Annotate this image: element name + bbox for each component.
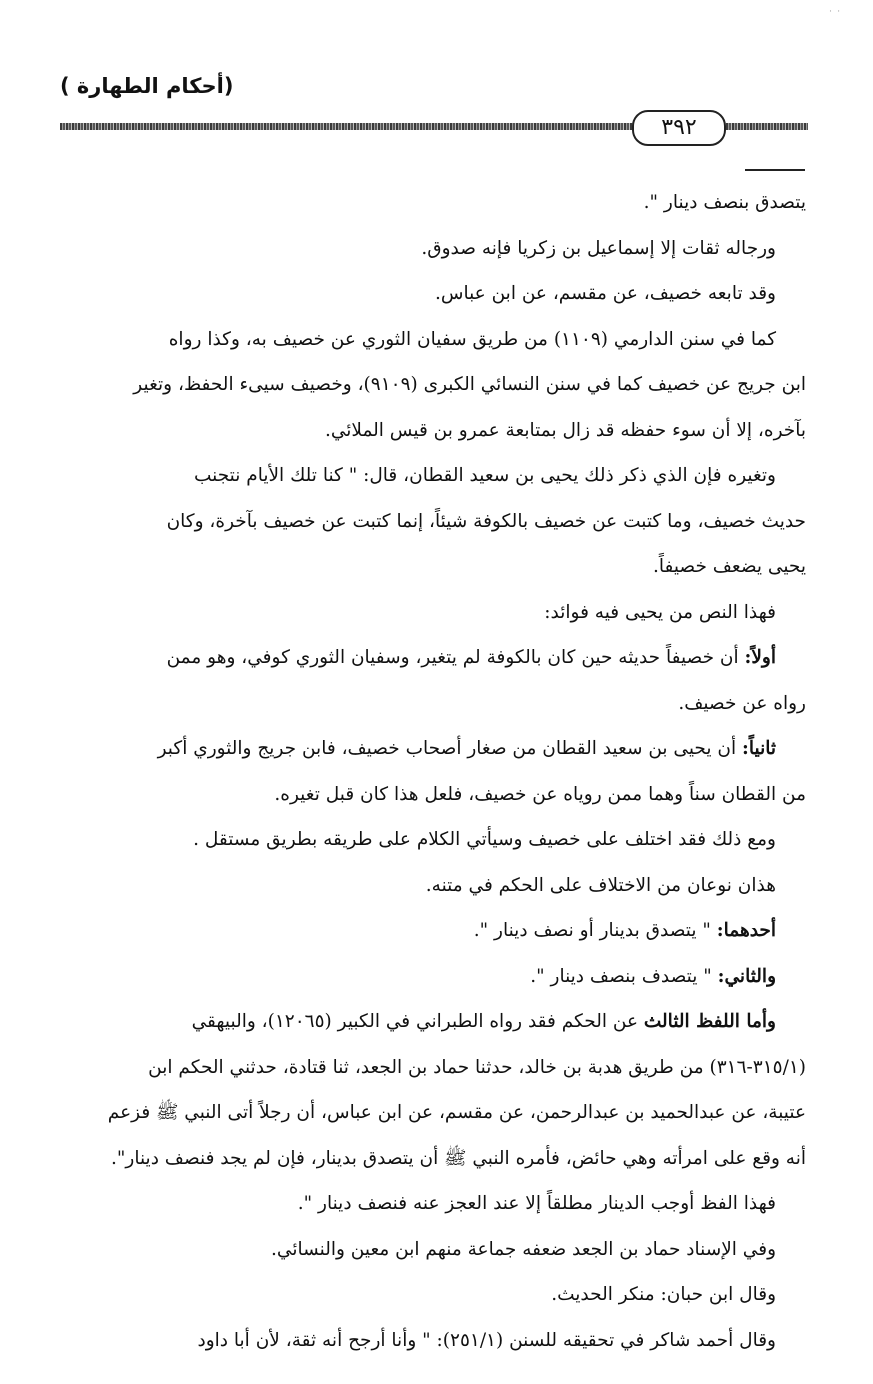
text-line	[60, 772, 806, 818]
line-text: كما في سنن الدارمي (١١٠٩) من طريق سفيان الثوري عن خصيف به، وكذا رواه	[168, 328, 776, 350]
line-text: فهذا النص من يحيى فيه فوائد:	[544, 601, 776, 623]
text-line	[60, 453, 806, 499]
line-text: عتيبة، عن عبدالحميد بن عبدالرحمن، عن مقسم، عن ابن عباس، أن رجلاً أتى النبي ﷺ فزعم	[107, 1102, 806, 1123]
line-text: " يتصدف بنصف دينار ".	[530, 965, 718, 987]
text-line	[60, 180, 806, 226]
line-text: أن يحيى بن سعيد القطان من صغار أصحاب خصيف، فابن جريج والثوري أكبر	[157, 738, 743, 759]
line-text: يحيى يضعف خصيفاً.	[652, 556, 806, 577]
line-text: أن خصيفاً حديثه حين كان بالكوفة لم يتغير، وسفيان الثوري كوفي، وهو ممن	[166, 647, 745, 668]
text-line	[60, 726, 806, 772]
line-text: رواه عن خصيف.	[678, 692, 806, 714]
line-text: أنه وقع على امرأته وهي حائض، فأمره النبي ﷺ أن يتصدق بدينار، فإن لم يجد فنصف دينار".	[111, 1147, 806, 1169]
line-text: وفي الإسناد حماد بن الجعد ضعفه جماعة منهم ابن معين والنسائي.	[271, 1238, 776, 1260]
text-line	[60, 863, 806, 909]
text-line	[60, 1181, 806, 1227]
line-text: ابن جريج عن خصيف كما في سنن النسائي الكبرى (٩١٠٩)، وخصيف سيىء الحفظ، وتغير	[133, 374, 806, 395]
footnote-separator	[745, 169, 805, 171]
text-line	[60, 499, 806, 545]
running-title: (أحكام الطهارة )	[60, 74, 234, 98]
text-line	[60, 681, 806, 727]
text-line	[60, 1136, 806, 1182]
line-text: (٣١٥/١-٣١٦) من طريق هدبة بن خالد، حدثنا حماد بن الجعد، ثنا قتادة، حدثني الحكم ابن	[148, 1056, 806, 1078]
text-line	[60, 1227, 806, 1273]
line-text: حديث خصيف، وما كتبت عن خصيف بالكوفة شيئاً، إنما كتبت عن خصيف بآخرة، وكان	[166, 510, 806, 532]
line-text: ورجاله ثقات إلا إسماعيل بن زكريا فإنه صدوق.	[421, 237, 776, 259]
text-line	[60, 908, 806, 954]
line-text: من القطان سناً وهما ممن روياه عن خصيف، فلعل هذا كان قبل تغيره.	[274, 783, 806, 805]
line-text: عن الحكم فقد رواه الطبراني في الكبير (١٢٠٦٥)، والبيهقي	[191, 1011, 644, 1032]
scan-mark: ˙ ˙	[828, 10, 842, 21]
line-text: فهذا الفظ أوجب الدينار مطلقاً إلا عند العجز عنه فنصف دينار ".	[297, 1193, 776, 1214]
text-line	[60, 544, 806, 590]
line-text: وقال ابن حبان: منكر الحديث.	[551, 1284, 776, 1305]
line-text: ومع ذلك فقد اختلف على خصيف وسيأتي الكلام على طريقه بطريق مستقل .	[193, 829, 776, 850]
line-text: وقد تابعه خصيف، عن مقسم، عن ابن عباس.	[434, 283, 776, 304]
lead-phrase: والثاني:	[717, 965, 776, 987]
text-line	[60, 408, 806, 454]
lead-phrase: ثانياً:	[742, 738, 776, 759]
lead-phrase: وأما اللفظ الثالث	[643, 1011, 776, 1032]
text-line	[60, 817, 806, 863]
line-text: وقال أحمد شاكر في تحقيقه للسنن (٢٥١/١): " وأنا أرجح أنه ثقة، لأن أبا داود	[197, 1329, 776, 1351]
text-line	[60, 1090, 806, 1136]
text-line	[60, 1318, 806, 1364]
text-line	[60, 954, 806, 1000]
text-line	[60, 1045, 806, 1091]
line-text: " يتصدق بدينار أو نصف دينار ".	[473, 920, 717, 941]
text-line	[60, 635, 806, 681]
text-line	[60, 317, 806, 363]
text-line	[60, 226, 806, 272]
lead-phrase: أولاً:	[744, 647, 776, 668]
text-line	[60, 1272, 806, 1318]
line-text: هذان نوعان من الاختلاف على الحكم في متنه.	[425, 874, 776, 896]
text-line	[60, 999, 806, 1045]
body-text	[60, 180, 806, 1363]
text-line	[60, 590, 806, 636]
page-number: ٣٩٢	[632, 110, 726, 146]
text-line	[60, 271, 806, 317]
line-text: بآخره، إلا أن سوء حفظه قد زال بمتابعة عمرو بن قيس الملائي.	[324, 419, 806, 441]
lead-phrase: أحدهما:	[716, 920, 776, 941]
line-text: وتغيره فإن الذي ذكر ذلك يحيى بن سعيد القطان، قال: " كنا تلك الأيام نتجنب	[193, 465, 776, 486]
line-text: يتصدق بنصف دينار ".	[643, 192, 806, 213]
text-line	[60, 362, 806, 408]
